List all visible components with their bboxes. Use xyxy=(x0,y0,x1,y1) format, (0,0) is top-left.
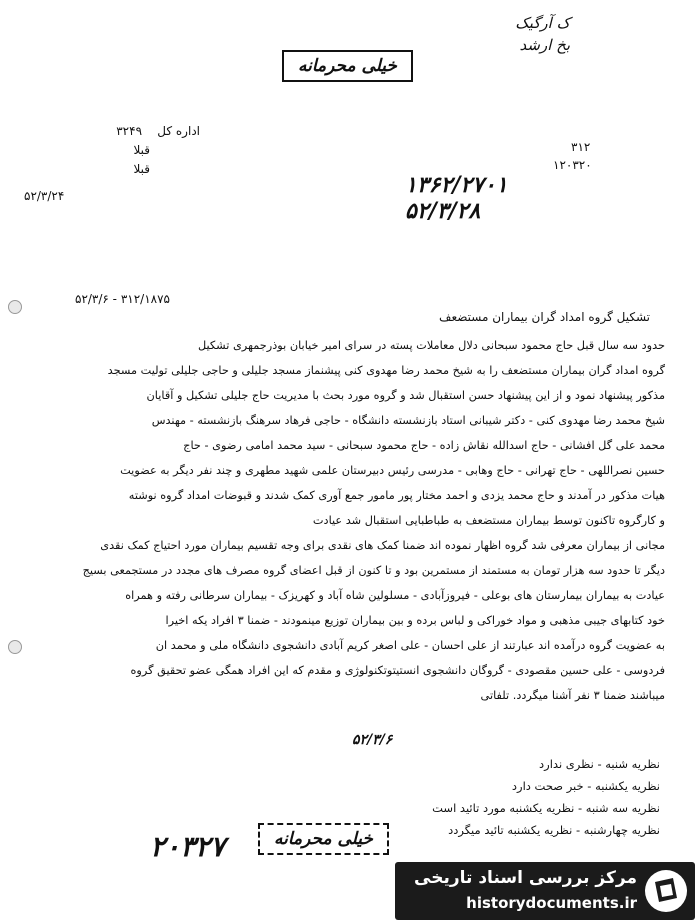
left-header-line1: ۳۱۲ xyxy=(571,140,591,154)
body-line-5: محمد علی گل افشانی - حاج اسدالله نقاش زاده - حاج محمود سبحانی - سید محمد امامی رضوی - حاج xyxy=(183,439,665,452)
subject-line: تشکیل گروه امداد گران بیماران مستضعف xyxy=(439,310,650,324)
body-line-6: حسین نصراللهی - حاج تهرانی - حاج وهابی - مدرسی رئیس دبیرستان علمی شهید مطهری و چند نفر دیگر به عضویت xyxy=(120,464,665,477)
left-header xyxy=(553,138,633,174)
top-handwritten-line1: ک آرگیک xyxy=(515,14,570,32)
top-handwritten-line2: بخ ارشد xyxy=(519,36,570,54)
reference-number: ۵۲/۳/۶ - ۳۱۲/۱۸۷۵ xyxy=(75,292,170,306)
top-handwritten xyxy=(470,12,570,56)
opinion-wednesday: نظریه چهارشنبه - نظریه یکشنبه تائید میگردد xyxy=(448,823,660,837)
handwritten-ref-line2: ۵۲/۳/۲۸ xyxy=(405,198,481,224)
bottom-number: ۲۰۳۲۷ xyxy=(150,830,226,863)
opinion-tuesday: نظریه سه شنبه - نظریه یکشنبه مورد تائید است xyxy=(432,801,660,815)
body-line-8: و کارگروه تاکنون توسط بیماران مستضعف به طباطبایی استقبال شد عیادت xyxy=(312,514,665,527)
opinion-saturday: نظریه شنبه - نظری ندارد xyxy=(539,757,660,771)
body-line-3: مذکور پیشنهاد نمود و از این پیشنهاد حسن استقبال شد و گروه مورد بحث با مدیریت حاج جلیلی تشکیل و آقایان xyxy=(146,389,665,402)
handwritten-reference xyxy=(405,172,565,224)
left-header-line2: ۱۲۰۳۲۰ xyxy=(553,158,592,172)
watermark-title: مرکز بررسی اسناد تاریخی xyxy=(414,868,637,888)
classification-stamp-top xyxy=(282,50,413,82)
header-sender: اداره کل xyxy=(157,124,200,138)
body-line-11: عیادت به بیماران بیمارستان های بوعلی - فیروزآبادی - مسلولین شاه آباد و کهریزک - بیماران سرطانی رفته و همراه xyxy=(125,589,665,602)
margin-mark: ۵۲/۳/۶ xyxy=(352,732,393,748)
body-line-14: فردوسی - علی حسین مقصودی - گروگان دانشجوی انستیتوتکنولوژی و مقدم که این افراد همگی عضو تحقیق گروه xyxy=(130,664,665,677)
classification-bottom-text: خیلی محرمانه xyxy=(274,829,373,849)
header-sender-row xyxy=(40,122,200,141)
body-line-13: به عضویت گروه درآمده اند عبارتند از علی احسان - علی اصغر کریم آبادی دانشجوی دانشگاه ملی و محمد ان xyxy=(155,639,665,652)
document-body xyxy=(40,340,665,715)
body-line-1: حدود سه سال قبل حاج محمود سبحانی دلال معاملات پسته در سرای امیر خیابان بوذرجمهری تشکیل xyxy=(197,339,665,352)
header-number: ۳۲۴۹ xyxy=(116,124,143,138)
opinions-block xyxy=(360,753,660,841)
body-line-12: خود کتابهای جیبی مذهبی و مواد خوراکی و لباس برده و بین بیماران توزیع مینمودند - ضمنا ۳ افراد یکه اخیرا xyxy=(165,614,665,627)
right-header xyxy=(40,122,200,179)
watermark-logo-icon xyxy=(643,868,689,914)
punch-hole-bottom xyxy=(8,640,22,654)
header-date: ۵۲/۳/۲۴ xyxy=(24,189,65,203)
header-line2: قبلا xyxy=(133,162,150,176)
body-line-2: گروه امداد گران بیماران مستضعف را به شیخ محمد رضا مهدوی کنی پیشنماز مسجد جلیلی و حاجی جلیلی تولیت مسجد xyxy=(107,364,665,377)
handwritten-ref-line1: ۱۳۶۲/۲۷۰۱ xyxy=(405,172,508,198)
body-line-4: شیخ محمد رضا مهدوی کنی - دکتر شیبانی استاد بازنشسته دانشگاه - حاجی فرهاد سرهنگ بازنشسته - مهندس xyxy=(151,414,665,427)
body-line-7: هیات مذکور در آمدند و حاج محمد یزدی و احمد مختار پور مامور جمع آوری کمک شدند و قبوضات امداد گروه نوشته xyxy=(128,489,665,502)
classification-stamp-bottom xyxy=(258,823,389,855)
opinion-sunday: نظریه یکشنبه - خبر صحت دارد xyxy=(511,779,660,793)
classification-top-text: خیلی محرمانه xyxy=(298,56,397,76)
watermark-banner xyxy=(395,862,695,920)
body-line-10: دیگر تا حدود سه هزار تومان به مستمند از مستمرین بود و تا کنون از قبل اعضای گروه مصرف های مجدد در مستجمعی بسیج xyxy=(82,564,665,577)
punch-hole-top xyxy=(8,300,22,314)
body-line-9: مجانی از بیماران معرفی شد گروه اظهار نموده اند ضمنا کمک های نقدی برای وجه تقسیم بیماران مورد احتیاج کمک نقدی xyxy=(100,539,665,552)
body-line-15: میباشند ضمنا ۳ نفر آشنا میگردد. تلفاتی xyxy=(480,689,665,702)
watermark-url: historydocuments.ir xyxy=(466,894,637,912)
header-line1: قبلا xyxy=(133,143,150,157)
